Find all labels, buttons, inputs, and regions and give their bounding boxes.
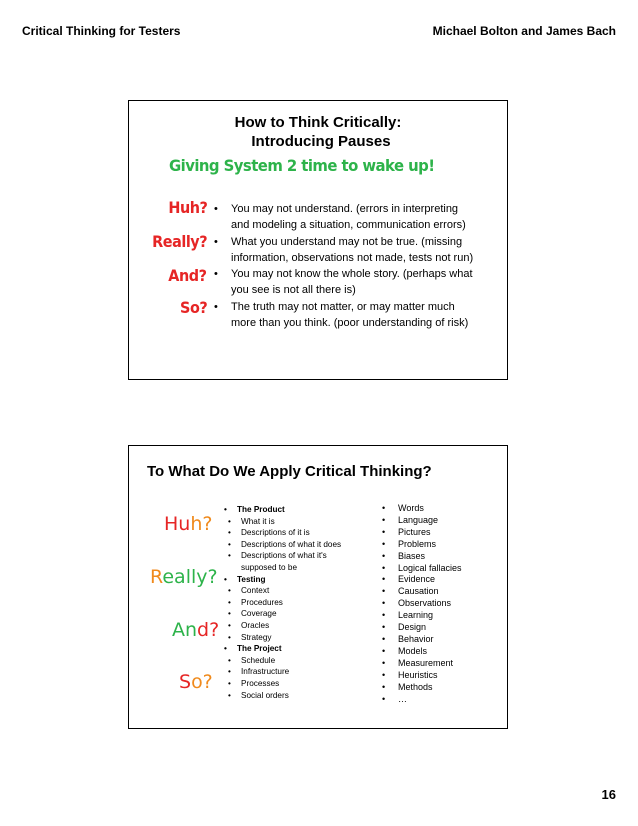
bullet-dot: • <box>382 574 386 585</box>
question-part: o? <box>191 671 213 693</box>
list-item <box>222 678 341 690</box>
list-item-text: The Product <box>237 505 285 514</box>
bullet-dot: • <box>228 528 231 538</box>
list-item <box>380 646 462 658</box>
list-item <box>222 516 341 528</box>
list-item <box>380 563 462 575</box>
list-item-text: Behavior <box>398 633 434 644</box>
list-item-text: Pictures <box>398 526 431 537</box>
bullet-dot: • <box>224 505 227 514</box>
bullet-dot: • <box>382 598 386 609</box>
bullet-dot: • <box>228 586 231 596</box>
list-item-text: The Project <box>237 644 282 654</box>
question-huh: Huh? <box>167 198 207 217</box>
list-item-text: Heuristics <box>398 669 438 680</box>
bullet-dot: • <box>382 693 386 704</box>
question-so <box>179 671 213 693</box>
bullet-dot: • <box>228 597 231 607</box>
list-item <box>380 539 462 551</box>
list-item <box>380 515 462 527</box>
bullet-dot: • <box>382 503 386 513</box>
question-huh <box>164 513 212 535</box>
bullet-dot: • <box>382 669 386 680</box>
list-item-text: Coverage <box>241 609 277 619</box>
bullet-line: you see is not all there is) <box>231 284 356 296</box>
list-item-text: Context <box>241 586 270 596</box>
bullet-dot: • <box>224 574 227 584</box>
bullet-dot: • <box>382 610 386 621</box>
list-item-text: Language <box>398 514 439 525</box>
list-item <box>380 610 462 622</box>
list-item <box>222 632 341 644</box>
bullet-dot: • <box>228 632 231 642</box>
list-item <box>222 608 341 620</box>
bullet-dot: • <box>382 645 386 656</box>
list-item <box>222 562 341 574</box>
header-authors: Michael Bolton and James Bach <box>432 24 616 38</box>
bullet-huh <box>214 201 504 233</box>
bullet-dot: • <box>214 268 218 280</box>
list-item <box>380 670 462 682</box>
list-item <box>222 574 341 586</box>
bullet-so <box>214 299 504 331</box>
list-item <box>380 694 462 706</box>
list-item-text: Strategy <box>241 632 272 642</box>
list-item-text: Methods <box>398 681 433 692</box>
list-item-text: Logical fallacies <box>398 562 462 573</box>
list-item <box>222 666 341 678</box>
question-part: eally? <box>162 566 218 588</box>
question-and <box>172 619 219 641</box>
bullet-dot: • <box>224 644 227 654</box>
bullet-dot: • <box>382 550 386 561</box>
list-item-text: What it is <box>241 516 275 526</box>
list-item <box>380 598 462 610</box>
list-topics <box>380 503 462 705</box>
slide1-title-line1: How to Think Critically: <box>234 114 402 131</box>
list-item-text: Descriptions of it is <box>241 528 310 538</box>
bullet-line: You may not know the whole story. (perhaps what <box>231 268 473 280</box>
slide-apply-critical-thinking <box>128 445 508 729</box>
header-document-title: Critical Thinking for Testers <box>22 24 181 38</box>
bullet-dot: • <box>382 514 386 525</box>
list-item <box>380 551 462 563</box>
list-item <box>222 585 341 597</box>
list-item-text: Measurement <box>398 657 454 668</box>
list-item <box>380 586 462 598</box>
list-item-text: Learning <box>398 610 434 621</box>
slide-introducing-pauses <box>128 100 508 380</box>
bullet-dot: • <box>214 301 218 313</box>
bullet-line: The truth may not matter, or may matter much <box>231 301 455 313</box>
list-item <box>222 655 341 667</box>
list-item-text: Causation <box>398 586 439 597</box>
bullet-dot: • <box>228 539 231 549</box>
bullet-dot: • <box>214 203 218 215</box>
list-item <box>222 539 341 551</box>
bullet-dot: • <box>228 516 231 526</box>
bullet-dot: • <box>228 655 231 665</box>
bullet-line: and modeling a situation, communication errors) <box>231 219 466 231</box>
bullet-dot: • <box>228 609 231 619</box>
slide1-title-line2: Introducing Pauses <box>251 133 391 150</box>
list-item-text: Procedures <box>241 597 283 607</box>
list-item <box>380 682 462 694</box>
bullet-line: information, observations not made, tests not run) <box>231 252 474 264</box>
list-item <box>380 574 462 586</box>
page-number: 16 <box>601 787 616 802</box>
question-part: h? <box>190 513 213 535</box>
list-item <box>222 643 341 655</box>
list-item-text: Observations <box>398 598 452 609</box>
list-subjects <box>222 504 341 701</box>
question-and: And? <box>168 266 207 285</box>
list-item-text: Schedule <box>241 655 276 665</box>
bullet-dot: • <box>382 538 386 549</box>
bullet-line: You may not understand. (errors in interpreting <box>231 203 459 215</box>
bullet-dot: • <box>382 622 386 633</box>
list-item <box>222 527 341 539</box>
slide2-title: To What Do We Apply Critical Thinking? <box>147 463 432 480</box>
bullet-dot: • <box>382 562 386 573</box>
bullet-dot: • <box>382 681 386 692</box>
list-item-text: Descriptions of what it's <box>241 551 327 561</box>
list-item <box>222 550 341 562</box>
bullet-dot: • <box>228 620 231 630</box>
list-item <box>222 504 341 516</box>
bullet-dot: • <box>228 667 231 677</box>
list-item-text: Oracles <box>241 620 270 630</box>
list-item-text: Problems <box>398 538 437 549</box>
list-item <box>380 634 462 646</box>
list-item <box>380 622 462 634</box>
list-item-text: Biases <box>398 550 426 561</box>
bullet-really <box>214 234 504 266</box>
list-item <box>380 503 462 515</box>
list-item <box>222 690 341 702</box>
list-item-text: Testing <box>237 574 266 584</box>
question-really: Really? <box>151 232 207 251</box>
bullet-dot: • <box>228 551 231 561</box>
bullet-dot: • <box>228 690 231 700</box>
list-item-text: … <box>398 693 407 704</box>
question-so: So? <box>179 298 207 317</box>
question-part: Hu <box>164 513 191 535</box>
list-item-text: Social orders <box>241 690 289 700</box>
bullet-dot: • <box>228 678 231 688</box>
list-item <box>222 620 341 632</box>
bullet-line: What you understand may not be true. (missing <box>231 236 463 248</box>
bullet-line: more than you think. (poor understanding of risk) <box>231 317 469 329</box>
bullet-dot: • <box>382 633 386 644</box>
list-item-text: Descriptions of what it does <box>241 539 342 549</box>
bullet-dot: • <box>382 657 386 668</box>
question-part: d? <box>197 619 220 641</box>
question-part: S <box>179 671 192 693</box>
list-item <box>222 597 341 609</box>
list-item-text: Design <box>398 622 427 633</box>
question-part: An <box>172 619 198 641</box>
bullet-dot: • <box>214 236 218 248</box>
list-item-text: Processes <box>241 678 280 688</box>
list-item <box>380 527 462 539</box>
list-item-text: Words <box>398 503 424 513</box>
list-item-text: supposed to be <box>241 562 297 572</box>
question-part: R <box>150 566 163 588</box>
list-item-text: Evidence <box>398 574 436 585</box>
list-item-text: Models <box>398 645 428 656</box>
slide1-subtitle: Giving System 2 time to wake up! <box>169 156 435 175</box>
question-really <box>150 566 218 588</box>
list-item-text: Infrastructure <box>241 667 290 677</box>
bullet-dot: • <box>382 526 386 537</box>
bullet-dot: • <box>382 586 386 597</box>
bullet-and <box>214 266 504 298</box>
list-item <box>380 658 462 670</box>
